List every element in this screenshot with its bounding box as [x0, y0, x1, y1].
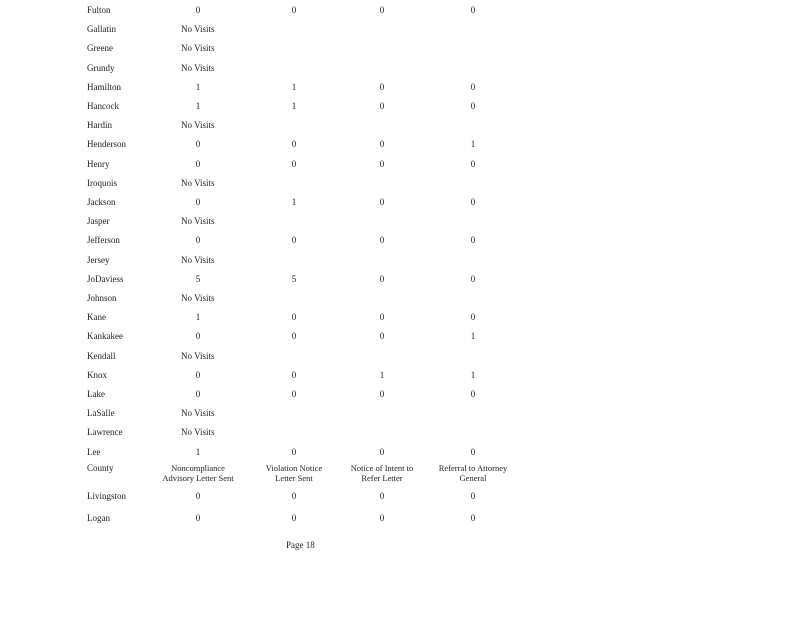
value-cell: 0 — [379, 81, 385, 92]
county-name: Livingston — [87, 491, 127, 501]
no-visits-label: No Visits — [181, 24, 215, 35]
county-name: Logan — [87, 513, 110, 523]
county-name: Henderson — [87, 139, 126, 150]
value-cell: 0 — [291, 5, 297, 15]
header-noncompliance: Noncompliance Advisory Letter Sent — [162, 463, 234, 483]
county-name: Hardin — [87, 120, 112, 131]
value-cell: 0 — [379, 491, 385, 501]
county-name: Gallatin — [87, 24, 116, 35]
value-cell: 0 — [291, 446, 297, 457]
value-cell: 5 — [195, 273, 201, 284]
no-visits-label: No Visits — [181, 408, 215, 419]
county-name: Kane — [87, 312, 106, 323]
value-cell: 0 — [470, 312, 476, 323]
value-cell: 0 — [379, 5, 385, 15]
county-name: Lee — [87, 446, 101, 457]
county-name: Jasper — [87, 216, 110, 227]
no-visits-label: No Visits — [181, 254, 215, 265]
table-row — [0, 4, 800, 16]
table-row — [0, 119, 800, 131]
value-cell: 0 — [195, 158, 201, 169]
no-visits-label: No Visits — [181, 177, 215, 188]
value-cell: 0 — [379, 446, 385, 457]
value-cell: 1 — [195, 446, 201, 457]
county-name: Hamilton — [87, 81, 121, 92]
table-row — [0, 490, 800, 502]
value-cell: 0 — [195, 389, 201, 399]
value-cell: 0 — [470, 389, 476, 399]
value-cell: 0 — [470, 197, 476, 207]
value-cell: 0 — [291, 389, 297, 399]
table-row — [0, 42, 800, 54]
no-visits-label: No Visits — [181, 43, 215, 54]
table-row — [0, 330, 800, 342]
value-cell: 0 — [379, 312, 385, 323]
table-row — [0, 81, 800, 93]
value-cell: 0 — [379, 197, 385, 207]
value-cell: 5 — [291, 273, 297, 284]
value-cell: 0 — [379, 513, 385, 523]
value-cell: 0 — [291, 235, 297, 246]
county-name: Kankakee — [87, 331, 123, 342]
value-cell: 1 — [195, 81, 201, 92]
value-cell: 1 — [470, 331, 476, 342]
value-cell: 0 — [379, 389, 385, 399]
no-visits-label: No Visits — [181, 293, 215, 303]
value-cell: 1 — [291, 101, 297, 111]
header-county: County — [87, 463, 114, 473]
county-name: Knox — [87, 369, 107, 380]
county-name: Lawrence — [87, 427, 123, 438]
table-row — [0, 158, 800, 170]
value-cell: 1 — [470, 139, 476, 150]
table-row — [0, 407, 800, 419]
value-cell: 1 — [195, 101, 201, 111]
table-row — [0, 273, 800, 285]
no-visits-label: No Visits — [181, 216, 215, 227]
county-name: Jackson — [87, 197, 116, 207]
table-row — [0, 512, 800, 524]
value-cell: 0 — [291, 369, 297, 380]
value-cell: 0 — [195, 513, 201, 523]
county-name: Hancock — [87, 101, 119, 111]
table-row — [0, 100, 800, 112]
county-name: Greene — [87, 43, 113, 54]
value-cell: 1 — [291, 197, 297, 207]
county-name: Kendall — [87, 350, 116, 361]
table-row — [0, 215, 800, 227]
value-cell: 1 — [291, 81, 297, 92]
value-cell: 0 — [470, 5, 476, 15]
county-name: Henry — [87, 158, 110, 169]
value-cell: 0 — [379, 235, 385, 246]
value-cell: 0 — [195, 235, 201, 246]
table-row — [0, 138, 800, 150]
value-cell: 0 — [195, 139, 201, 150]
table-row — [0, 196, 800, 208]
value-cell: 0 — [195, 5, 201, 15]
table-row — [0, 369, 800, 381]
table-row — [0, 234, 800, 246]
header-referral-attorney: Referral to Attorney General — [438, 463, 508, 483]
value-cell: 0 — [470, 81, 476, 92]
county-name: JoDaviess — [87, 273, 124, 284]
value-cell: 0 — [470, 101, 476, 111]
table-row — [0, 426, 800, 438]
value-cell: 0 — [379, 139, 385, 150]
table-row — [0, 254, 800, 266]
value-cell: 0 — [291, 491, 297, 501]
value-cell: 0 — [379, 101, 385, 111]
no-visits-label: No Visits — [181, 350, 215, 361]
value-cell: 0 — [291, 139, 297, 150]
table-row — [0, 177, 800, 189]
county-name: LaSalle — [87, 408, 115, 419]
value-cell: 0 — [470, 513, 476, 523]
county-name: Jefferson — [87, 235, 120, 246]
header-notice-of-intent: Notice of Intent to Refer Letter — [350, 463, 414, 483]
value-cell: 0 — [291, 513, 297, 523]
value-cell: 0 — [470, 158, 476, 169]
value-cell: 1 — [470, 369, 476, 380]
value-cell: 0 — [195, 369, 201, 380]
table-row — [0, 311, 800, 323]
value-cell: 0 — [470, 235, 476, 246]
table-row — [0, 446, 800, 458]
no-visits-label: No Visits — [181, 120, 215, 131]
table-row — [0, 292, 800, 304]
value-cell: 0 — [195, 491, 201, 501]
table-row — [0, 388, 800, 400]
county-name: Grundy — [87, 62, 115, 73]
value-cell: 0 — [470, 446, 476, 457]
value-cell: 0 — [379, 273, 385, 284]
value-cell: 0 — [291, 312, 297, 323]
value-cell: 0 — [195, 331, 201, 342]
table-row — [0, 23, 800, 35]
value-cell: 0 — [291, 331, 297, 342]
no-visits-label: No Visits — [181, 427, 215, 438]
county-name: Jersey — [87, 254, 110, 265]
table-row — [0, 62, 800, 74]
county-name: Iroquois — [87, 177, 117, 188]
value-cell: 0 — [379, 158, 385, 169]
value-cell: 0 — [470, 491, 476, 501]
value-cell: 0 — [379, 331, 385, 342]
value-cell: 0 — [195, 197, 201, 207]
table-header — [0, 463, 800, 487]
county-name: Fulton — [87, 5, 111, 15]
value-cell: 0 — [470, 273, 476, 284]
page-number: Page 18 — [286, 540, 315, 550]
county-name: Lake — [87, 389, 105, 399]
table-row — [0, 350, 800, 362]
value-cell: 1 — [195, 312, 201, 323]
value-cell: 1 — [379, 369, 385, 380]
header-violation-notice: Violation Notice Letter Sent — [265, 463, 323, 483]
county-name: Johnson — [87, 293, 117, 303]
value-cell: 0 — [291, 158, 297, 169]
no-visits-label: No Visits — [181, 62, 215, 73]
